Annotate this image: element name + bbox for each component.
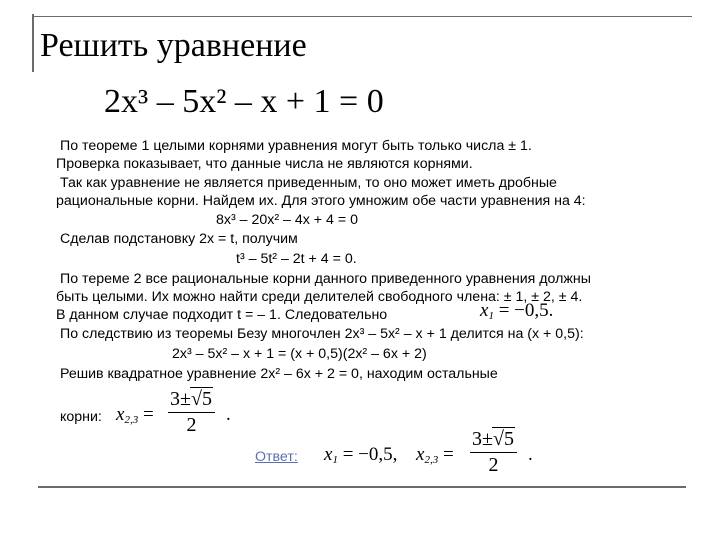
- text-line: Проверка показывает, что данные числа не являются корнями.: [56, 156, 473, 172]
- x23-lhs: $x_{2,3}$ =: [116, 404, 154, 426]
- answer-x1: $x_1 = -0,5$,: [324, 444, 398, 466]
- x1-result: $x_1 = -0,5$.: [480, 300, 554, 322]
- top-divider: [32, 16, 692, 17]
- roots-label: корни:: [60, 409, 102, 425]
- answer-x23-lhs: $x_{2,3}$ =: [416, 444, 454, 466]
- bottom-divider: [38, 486, 686, 488]
- slide-title: Решить уравнение: [40, 27, 307, 64]
- text-line: Так как уравнение не является приведенным, то оно может иметь дробные: [60, 175, 557, 191]
- text-line: рациональные корни. Найдем их. Для этого умножим обе части уравнения на 4:: [56, 193, 586, 209]
- text-line: По теореме 1 целыми корнями уравнения могут быть только числа ± 1.: [60, 138, 532, 154]
- main-equation: 2x³ – 5x² – x + 1 = 0: [104, 83, 384, 120]
- text-line: По следствию из теоремы Безу многочлен 2x³ – 5x² – x + 1 делится на (x + 0,5):: [60, 326, 584, 342]
- roots-fraction: $\frac{3\pm√5}{2}$: [168, 388, 215, 437]
- equation-line: 8x³ – 20x² – 4x + 4 = 0: [216, 212, 358, 228]
- title-accent-bar: [32, 14, 34, 72]
- sqrt-symbol: √5: [492, 428, 514, 450]
- text-line: По тереме 2 все рациональные корни данного приведенного уравнения должны: [60, 271, 591, 287]
- answer-label: Ответ:: [255, 449, 298, 465]
- text-line: Сделав подстановку 2x = t, получим: [60, 231, 298, 247]
- equation-line: t³ – 5t² – 2t + 4 = 0.: [236, 251, 357, 267]
- text-line: В данном случае подходит t = – 1. Следовательно: [56, 307, 388, 323]
- answer-fraction: $\frac{3\pm√5}{2}$: [470, 428, 517, 477]
- text-line: Решив квадратное уравнение 2x² – 6x + 2 = 0, находим остальные: [60, 366, 498, 382]
- sqrt-symbol: √5: [190, 388, 212, 410]
- roots-period: .: [226, 404, 231, 425]
- equation-line: 2x³ – 5x² – x + 1 = (x + 0,5)(2x² – 6x + 2): [172, 346, 427, 362]
- answer-period: .: [528, 444, 533, 465]
- text-line: быть целыми. Их можно найти среди делителей свободного члена: ± 1, ± 2, ± 4.: [56, 289, 583, 305]
